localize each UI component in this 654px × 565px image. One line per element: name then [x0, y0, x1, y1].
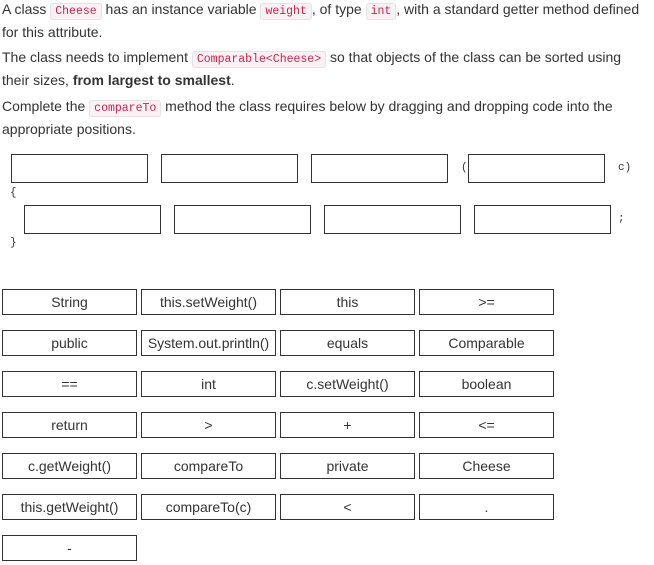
code-tile[interactable]: c.setWeight()	[280, 371, 415, 397]
code-tile[interactable]: >=	[419, 289, 554, 315]
code-tile[interactable]: <=	[419, 412, 554, 438]
code-tile[interactable]: private	[280, 453, 415, 479]
code-tile[interactable]: boolean	[419, 371, 554, 397]
open-brace: {	[10, 187, 17, 199]
code-tile[interactable]: System.out.println()	[141, 330, 276, 356]
drop-zone-2[interactable]	[161, 154, 298, 183]
code-tile[interactable]: Cheese	[419, 453, 554, 479]
code-tile[interactable]: compareTo(c)	[141, 494, 276, 520]
parameter-close: c)	[618, 162, 632, 174]
code-tile[interactable]: ==	[2, 371, 137, 397]
code-tile[interactable]: return	[2, 412, 137, 438]
semicolon: ;	[618, 213, 625, 225]
drop-zone-3[interactable]	[311, 154, 448, 183]
drop-zone-1[interactable]	[11, 154, 148, 183]
code-tile[interactable]: <	[280, 494, 415, 520]
variable-name-code: weight	[260, 3, 311, 20]
drop-zone-8[interactable]	[474, 205, 611, 234]
code-tile[interactable]: public	[2, 330, 137, 356]
code-tile[interactable]: -	[2, 535, 137, 561]
code-tile[interactable]: equals	[280, 330, 415, 356]
instruction-line-3: Complete the compareTo method the class requires below by dragging and dropping code into the appropriate positions.	[2, 98, 613, 137]
drop-zone-4[interactable]	[468, 154, 605, 183]
code-tile[interactable]: compareTo	[141, 453, 276, 479]
drop-zone-6[interactable]	[174, 205, 311, 234]
code-tile[interactable]: String	[2, 289, 137, 315]
code-tile[interactable]: this.getWeight()	[2, 494, 137, 520]
code-tile[interactable]: int	[141, 371, 276, 397]
class-name-code: Cheese	[50, 3, 101, 20]
instruction-line-2: The class needs to implement Comparable<Cheese> so that objects of the class can be sorted using their sizes, from largest to smallest.	[2, 49, 622, 88]
close-brace: }	[10, 237, 17, 249]
instruction-line-1: A class Cheese has an instance variable weight , of type int , with a standard getter method defined for this attribute.	[2, 1, 640, 40]
method-name-code: compareTo	[89, 100, 161, 117]
drop-zone-7[interactable]	[324, 205, 461, 234]
open-paren: (	[461, 162, 468, 174]
sort-order-emphasis: from largest to smallest	[72, 72, 231, 88]
code-tile[interactable]: >	[141, 412, 276, 438]
code-tile[interactable]: Comparable	[419, 330, 554, 356]
type-name-code: int	[366, 3, 397, 20]
code-tile[interactable]: this	[280, 289, 415, 315]
drop-zone-5[interactable]	[24, 205, 161, 234]
interface-name-code: Comparable<Cheese>	[192, 51, 326, 68]
code-tile[interactable]: .	[419, 494, 554, 520]
code-tile[interactable]: +	[280, 412, 415, 438]
code-tile[interactable]: c.getWeight()	[2, 453, 137, 479]
code-tile[interactable]: this.setWeight()	[141, 289, 276, 315]
